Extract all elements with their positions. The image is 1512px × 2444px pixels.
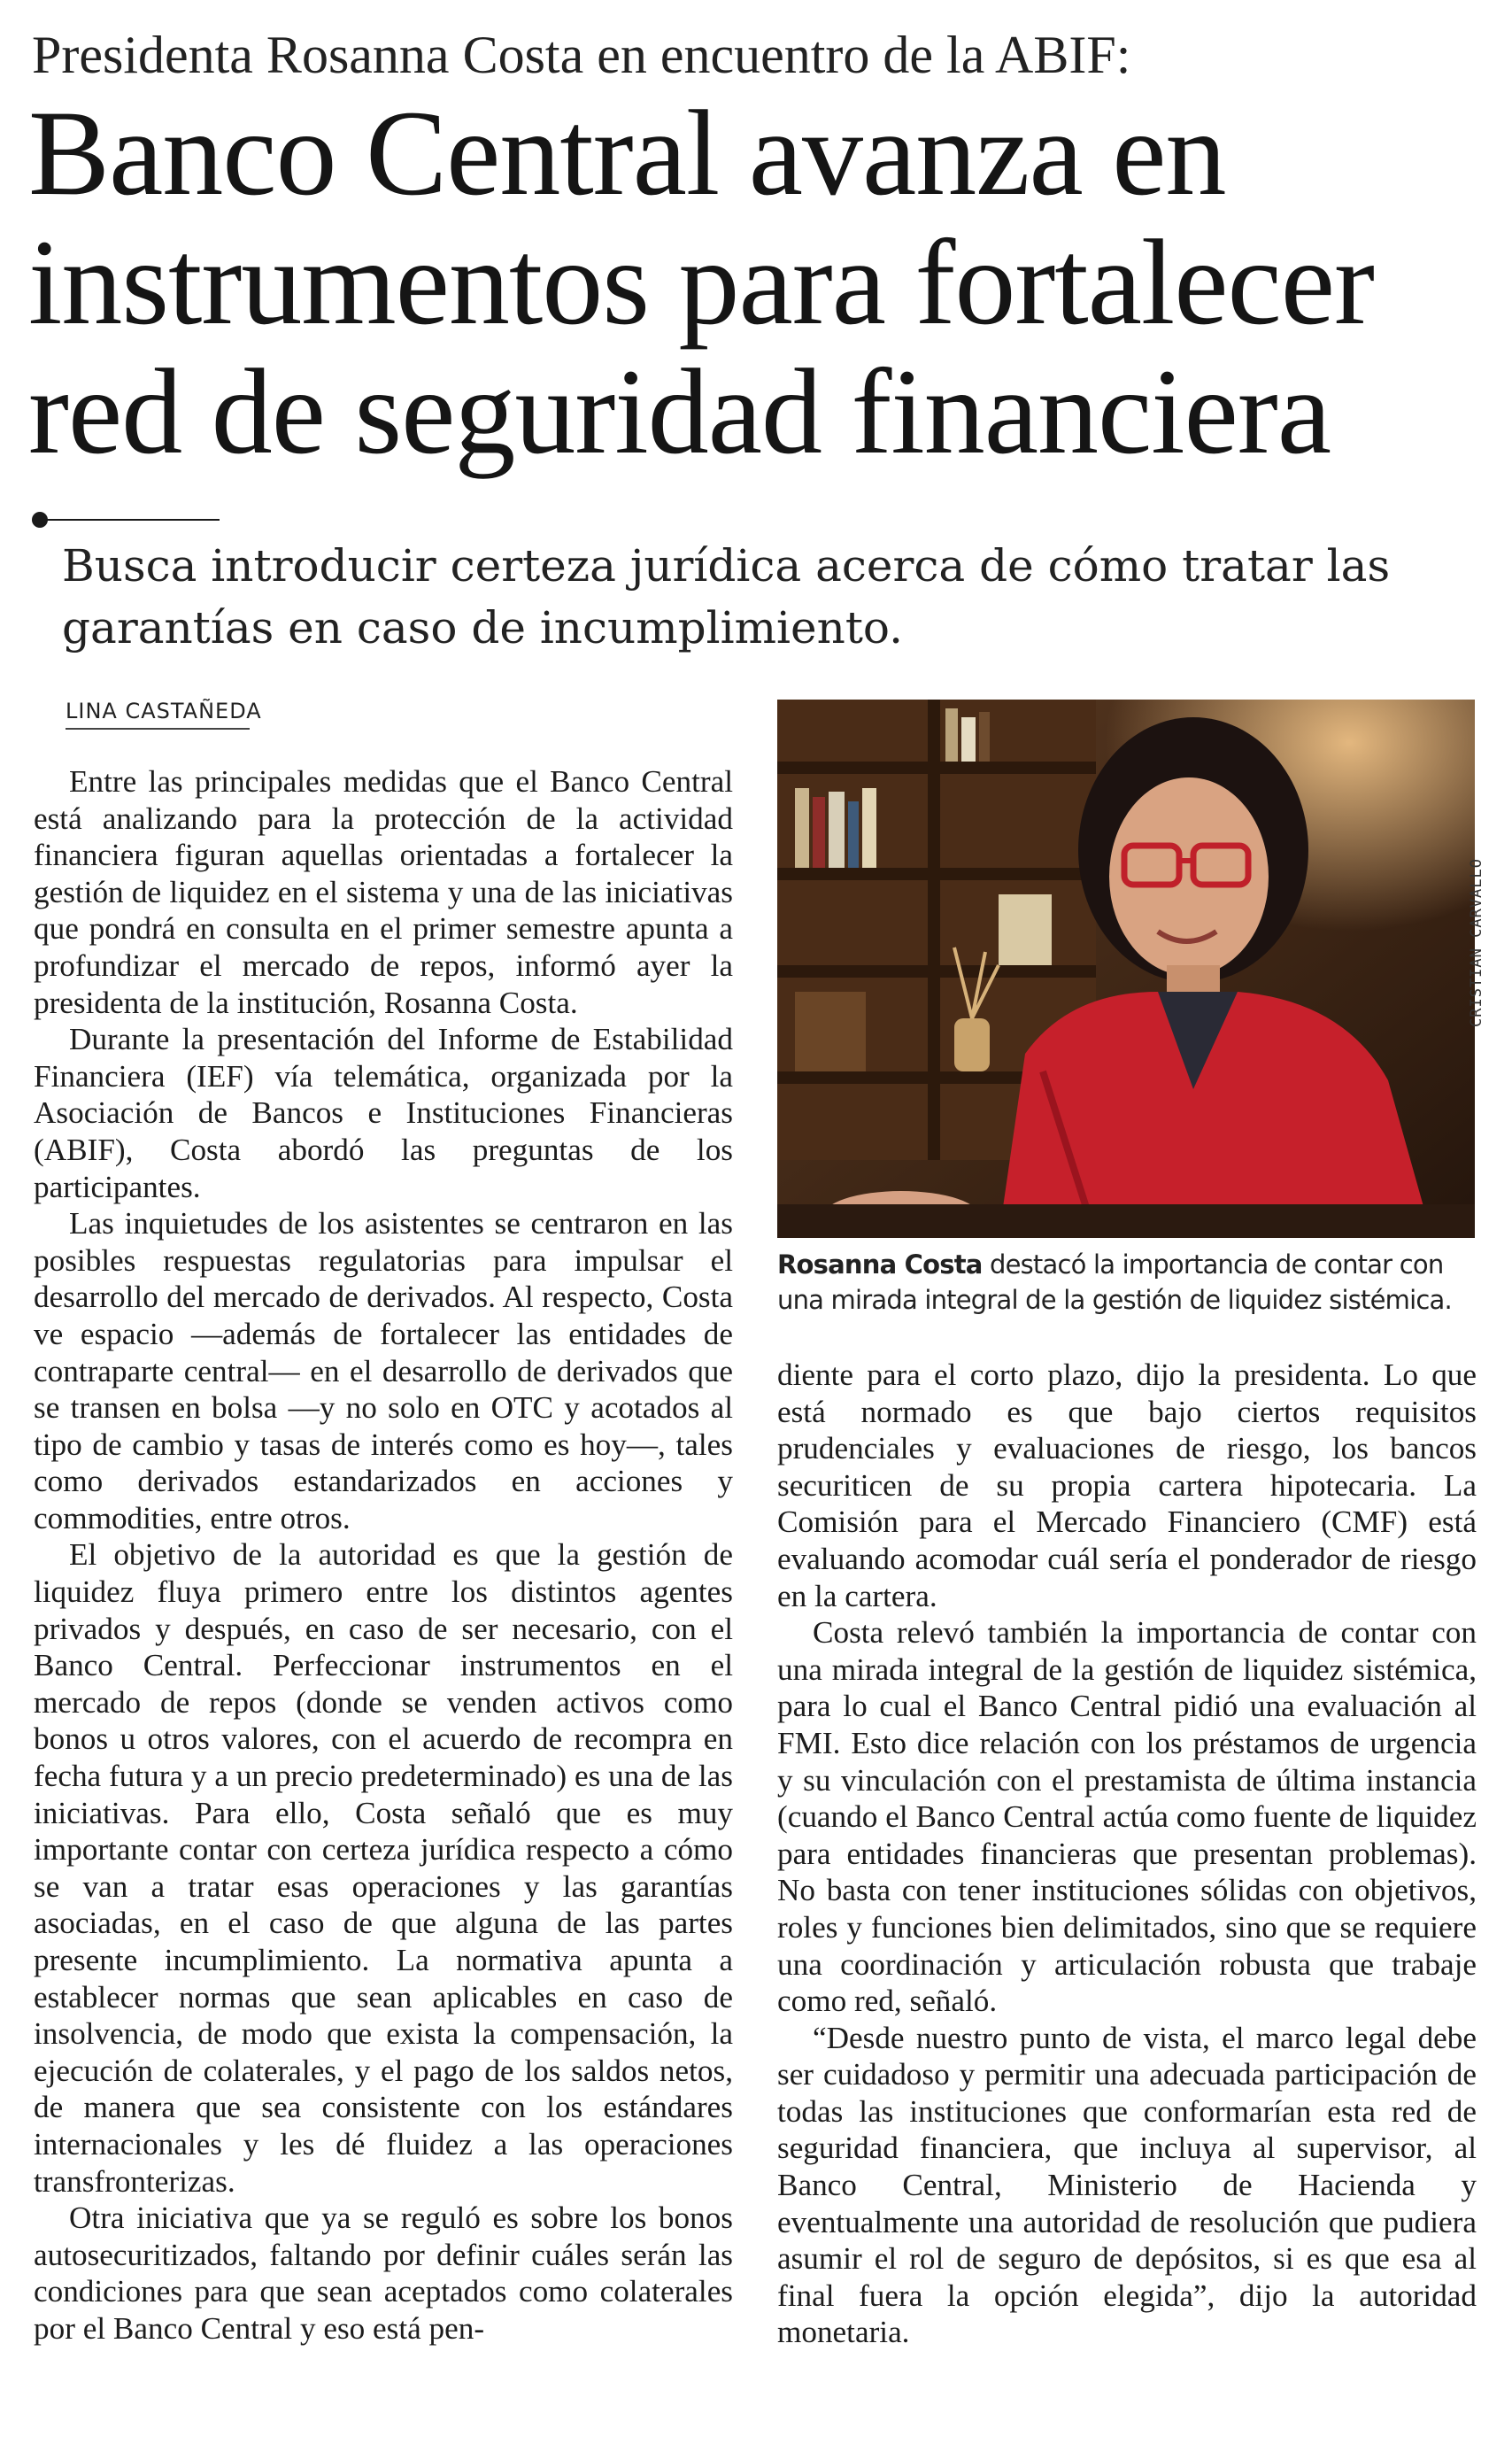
portrait-photo [777, 700, 1475, 1238]
byline: LINA CASTAÑEDA [66, 699, 262, 723]
body-paragraph: Las inquietudes de los asistentes se centraron en las posibles respuestas regulatorias para impulsar el desarrollo del mercado de derivados. Al respecto, Costa ve espacio —además de fortalecer las entidades de contraparte central— en el desarrollo de derivados que se transen en bolsa —y no solo en OTC y acotados al tipo de cambio y tasas de interés como es hoy—, tales como derivados estandarizados en acciones y commodities, entre otros. [34, 1206, 733, 1535]
article-column-left [34, 763, 733, 2419]
byline-underline [66, 728, 250, 730]
caption-text: destacó la importancia de contar con una mirada integral de la gestión de liquidez sistémica. [777, 1249, 1452, 1315]
kicker: Presidenta Rosanna Costa en encuentro de la ABIF: [32, 26, 1131, 84]
headline [28, 85, 1489, 479]
body-paragraph: El objetivo de la autoridad es que la gestión de liquidez fluya primero entre los distintos agentes privados y después, en caso de ser necesario, con el Banco Central. Perfeccionar instrumentos en el mercado de repos (donde se venden activos como bonos u otros valores, con el acuerdo de recompra en fecha futura y a un precio predeterminado) es una de las iniciativas. Para ello, Costa señaló que es muy importante contar con certeza jurídica respecto a cómo se van a tratar esas operaciones y las garantías asociadas, en el caso de que alguna de las partes presente incumplimiento. La normativa apunta a establecer normas que sean aplicables en caso de insolvencia, de modo que exista la compensación, la ejecución de colaterales, y el pago de los saldos netos, de manera que sea consistente con los estándares internacionales y les dé fluidez a las operaciones transfronterizas. [34, 1537, 733, 2199]
body-paragraph: diente para el corto plazo, dijo la presidenta. Lo que está normado es que bajo ciertos requisitos prudenciales y evaluaciones de riesgo, los bancos securiticen de su propia cartera hipotecaria. La Comisión para el Mercado Financiero (CMF) está evaluando acomodar cuál sería el ponderador de riesgo en la cartera. [777, 1357, 1477, 1613]
body-paragraph: Entre las principales medidas que el Banco Central está analizando para la protección de la actividad financiera figuran aquellas orientadas a fortalecer la gestión de liquidez en el sistema y una de las iniciativas que pondrá en consulta en el primer semestre apunta a profundizar el mercado de repos, informó ayer la presidenta de la institución, Rosanna Costa. [34, 764, 733, 1020]
article-column-right [777, 1357, 1477, 2419]
headline-line: instrumentos para fortalecer [28, 214, 1374, 350]
body-paragraph: Durante la presentación del Informe de Estabilidad Financiera (IEF) vía telemática, organizada por la Asociación de Bancos e Instituciones Financieras (ABIF), Costa abordó las preguntas de los participantes. [34, 1022, 733, 1204]
headline-line: red de seguridad financiera [28, 344, 1331, 479]
body-paragraph: Costa relevó también la importancia de contar con una mirada integral de la gestión de liquidez sistémica, para lo cual el Banco Central pidió una evaluación al FMI. Esto dice relación con los préstamos de urgencia y su vinculación con el prestamista de última instancia (cuando el Banco Central actúa como fuente de liquidez para entidades financieras que presentan problemas). No basta con tener instituciones sólidas con objetivos, roles y funciones bien delimitados, sino que se requiere una coordinación y articulación robusta que trabaje como red, señaló. [777, 1615, 1477, 2019]
body-paragraph: Otra iniciativa que ya se reguló es sobre los bonos autosecuritizados, faltando por definir cuáles serán las condiciones para que sean aceptados como colaterales por el Banco Central y eso está pen- [34, 2200, 733, 2346]
caption-name: Rosanna Costa [777, 1249, 983, 1280]
body-paragraph: “Desde nuestro punto de vista, el marco legal debe ser cuidadoso y permitir una adecuada participación de todas las instituciones que conformarían esta red de seguridad financiera, que incluya al supervisor, al Banco Central, Ministerio de Hacienda y eventualmente una autoridad de resolución que pudiera asumir el rol de seguro de depósitos, si es que esa al final fuera la opción elegida”, dijo la autoridad monetaria. [777, 2020, 1477, 2350]
subhead: Busca introducir certeza jurídica acerca de cómo tratar las garantías en caso de incumplimiento. [62, 540, 1391, 654]
photo-caption [777, 1247, 1485, 1318]
photo-credit: CRISTIAN CARVALLO [1468, 858, 1485, 1027]
section-rule [44, 519, 220, 521]
headline-line: Banco Central avanza en [28, 85, 1226, 220]
portrait-illustration [777, 700, 1475, 1238]
